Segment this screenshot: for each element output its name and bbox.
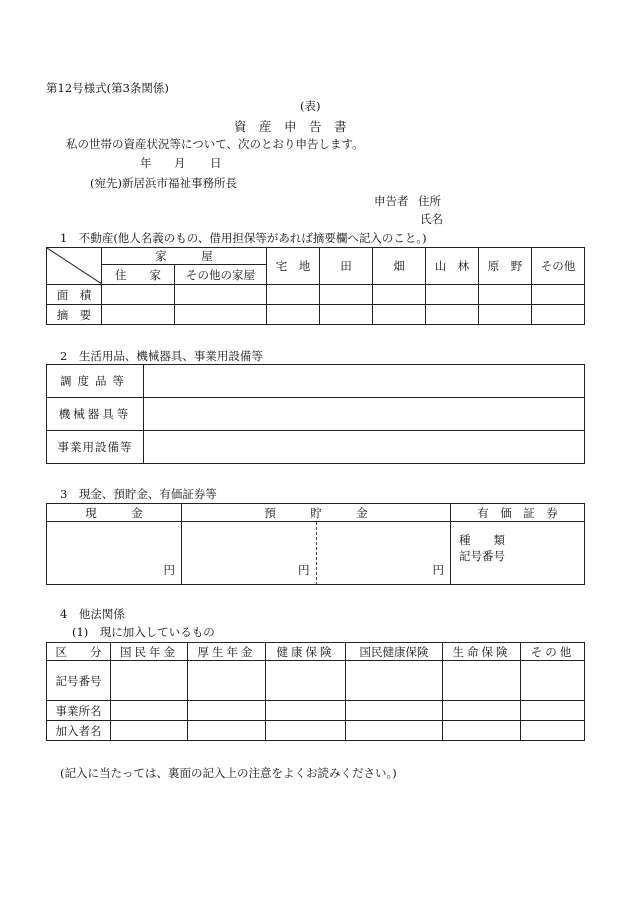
cell[interactable] xyxy=(111,721,188,741)
section1-title: 1 不動産(他人名義のもの、借用担保等があれば摘要欄へ記入のこと。) xyxy=(60,231,427,245)
cell[interactable] xyxy=(532,305,585,325)
applicant-label: 申告者 xyxy=(374,194,409,208)
cell[interactable] xyxy=(479,305,532,325)
row-office-label: 事業所名 xyxy=(47,701,111,721)
cash-field[interactable] xyxy=(47,522,182,585)
section2-title: 2 生活用品、機械器具、事業用設備等 xyxy=(60,349,263,363)
cell[interactable] xyxy=(320,305,373,325)
house-header: 家 屋 xyxy=(102,248,267,265)
securities-kind-label: 種 類 xyxy=(459,533,505,547)
cell[interactable] xyxy=(267,305,320,325)
cell[interactable] xyxy=(188,701,266,721)
col-employee-pension: 厚生年金 xyxy=(188,643,266,661)
cell[interactable] xyxy=(267,285,320,305)
cell[interactable] xyxy=(443,721,521,741)
furniture-field[interactable] xyxy=(144,365,585,398)
deposit-field[interactable] xyxy=(182,522,451,585)
securities-field[interactable] xyxy=(451,522,585,585)
name-label: 氏名 xyxy=(420,212,443,226)
cell[interactable] xyxy=(521,721,585,741)
addressee: (宛先)新居浜市福祉事務所長 xyxy=(90,176,237,190)
cell[interactable] xyxy=(521,701,585,721)
side-label: (表) xyxy=(300,99,321,113)
cell[interactable] xyxy=(346,661,443,701)
cell[interactable] xyxy=(373,285,426,305)
cell[interactable] xyxy=(346,721,443,741)
cell[interactable] xyxy=(175,305,267,325)
col-category: 区 分 xyxy=(47,643,111,661)
footer-note: (記入に当たっては、裏面の記入上の注意をよくお読みください。) xyxy=(60,766,397,780)
address-label: 住所 xyxy=(418,194,441,208)
cell[interactable] xyxy=(102,305,175,325)
cell[interactable] xyxy=(521,661,585,701)
row-machinery-label: 機械器具等 xyxy=(47,398,144,431)
cell[interactable] xyxy=(175,285,267,305)
yen-unit: 円 xyxy=(298,563,310,577)
yen-unit: 円 xyxy=(163,563,175,577)
cell[interactable] xyxy=(266,661,346,701)
col-life-insurance: 生命保険 xyxy=(443,643,521,661)
cell[interactable] xyxy=(188,721,266,741)
house-sub-other: その他の家屋 xyxy=(175,265,267,285)
col-residential-land: 宅 地 xyxy=(267,248,320,285)
insurance-table xyxy=(46,642,585,741)
col-national-pension: 国民年金 xyxy=(111,643,188,661)
form-number: 第12号様式(第3条関係) xyxy=(46,81,169,95)
section4-title: 4 他法関係 xyxy=(60,607,125,621)
diagonal-cell xyxy=(47,248,102,285)
col-national-health-insurance: 国民健康保険 xyxy=(346,643,443,661)
cell[interactable] xyxy=(266,721,346,741)
row-number-label: 記号番号 xyxy=(47,661,111,701)
date-year: 年 xyxy=(140,156,152,170)
cell[interactable] xyxy=(443,701,521,721)
col-deposit: 預 貯 金 xyxy=(182,504,451,522)
section4-subtitle: (1) 現に加入しているもの xyxy=(72,625,215,639)
col-other: その他 xyxy=(532,248,585,285)
cell[interactable] xyxy=(426,285,479,305)
col-cash: 現 金 xyxy=(47,504,182,522)
cell[interactable] xyxy=(111,701,188,721)
cell[interactable] xyxy=(266,701,346,721)
row-business-equipment-label: 事業用設備等 xyxy=(47,431,144,464)
col-rice-field: 田 xyxy=(320,248,373,285)
col-health-insurance: 健康保険 xyxy=(266,643,346,661)
col-other: その他 xyxy=(521,643,585,661)
business-equipment-field[interactable] xyxy=(144,431,585,464)
cell[interactable] xyxy=(188,661,266,701)
yen-unit: 円 xyxy=(432,563,444,577)
row-furniture-label: 調度品等 xyxy=(47,365,144,398)
cell[interactable] xyxy=(346,701,443,721)
cell[interactable] xyxy=(443,661,521,701)
cash-table xyxy=(46,503,585,585)
page-title: 資 産 申 告 書 xyxy=(234,119,347,134)
row-member-label: 加入者名 xyxy=(47,721,111,741)
deposit-divider xyxy=(316,522,317,585)
cell[interactable] xyxy=(111,661,188,701)
securities-number-label: 記号番号 xyxy=(459,549,505,563)
section3-title: 3 現金、預貯金、有価証券等 xyxy=(60,487,217,501)
cell[interactable] xyxy=(426,305,479,325)
cell[interactable] xyxy=(102,285,175,305)
cell[interactable] xyxy=(532,285,585,305)
cell[interactable] xyxy=(479,285,532,305)
col-securities: 有 価 証 券 xyxy=(451,504,585,522)
col-forest: 山 林 xyxy=(426,248,479,285)
real-estate-table xyxy=(46,247,585,325)
date-day: 日 xyxy=(210,156,222,170)
statement: 私の世帯の資産状況等について、次のとおり申告します。 xyxy=(66,137,364,151)
col-wilderness: 原 野 xyxy=(479,248,532,285)
house-sub-residence: 住 家 xyxy=(102,265,175,285)
date-month: 月 xyxy=(174,156,186,170)
row-remarks-label: 摘 要 xyxy=(47,305,102,325)
row-area-label: 面 積 xyxy=(47,285,102,305)
machinery-field[interactable] xyxy=(144,398,585,431)
col-dry-field: 畑 xyxy=(373,248,426,285)
cell[interactable] xyxy=(320,285,373,305)
cell[interactable] xyxy=(373,305,426,325)
equipment-table xyxy=(46,364,585,464)
